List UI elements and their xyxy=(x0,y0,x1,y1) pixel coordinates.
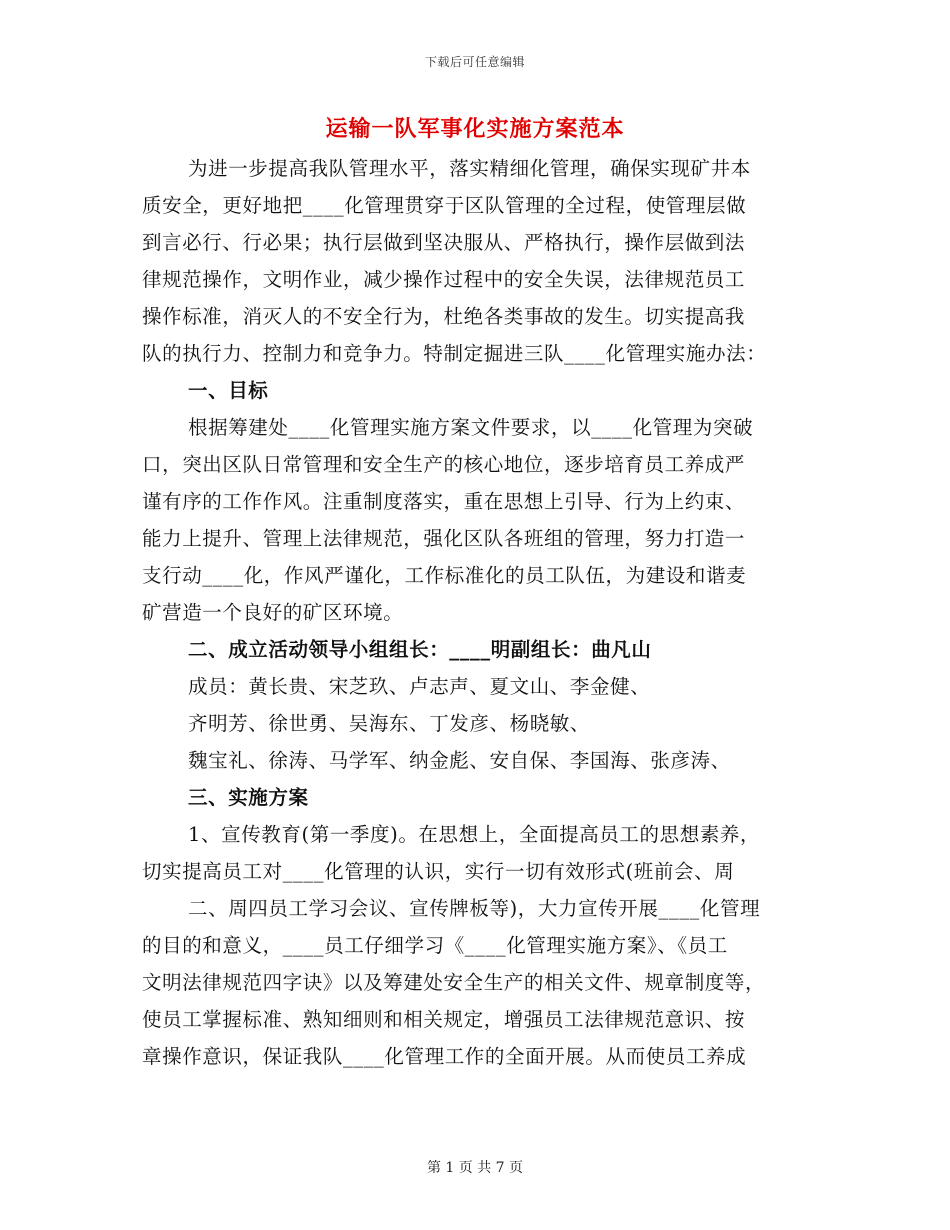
document-body xyxy=(142,150,812,1075)
paragraph-line: 章操作意识，保证我队____化管理工作的全面开展。从而使员工养成 xyxy=(142,1045,747,1068)
paragraph-line: 1、宣传教育(第一季度)。在思想上，全面提高员工的思想素养， xyxy=(188,823,761,846)
paragraph-line: 质安全，更好地把____化管理贯穿于区队管理的全过程，使管理层做 xyxy=(142,194,747,217)
paragraph-line: 能力上提升、管理上法律规范，强化区队各班组的管理，努力打造一 xyxy=(142,527,746,550)
paragraph-line: 切实提高员工对____化管理的认识，实行一切有效形式(班前会、周 xyxy=(142,860,735,883)
paragraph-line: 队的执行力、控制力和竞争力。特制定掘进三队____化管理实施办法： xyxy=(142,342,767,365)
members-line: 魏宝礼、徐涛、马学军、纳金彪、安自保、李国海、张彦涛、 xyxy=(188,749,731,772)
members-line: 齐明芳、徐世勇、吴海东、丁发彦、杨晓敏、 xyxy=(188,712,591,735)
members-line: 成员：黄长贵、宋芝玖、卢志声、夏文山、李金健、 xyxy=(188,675,651,698)
section-heading-goal: 一、目标 xyxy=(188,379,269,402)
paragraph-line: 的目的和意义，____员工仔细学习《____化管理实施方案》、《员工 xyxy=(142,934,728,957)
paragraph-line: 根据筹建处____化管理实施方案文件要求，以____化管理为突破 xyxy=(188,416,754,439)
paragraph-line: 律规范操作，文明作业，减少操作过程中的安全失误，法律规范员工 xyxy=(142,268,746,291)
paragraph-line: 谨有序的工作作风。注重制度落实，重在思想上引导、行为上约束、 xyxy=(142,490,746,513)
page-header-note: 下载后可任意编辑 xyxy=(424,55,525,69)
paragraph-line: 为进一步提高我队管理水平，落实精细化管理，确保实现矿井本 xyxy=(188,157,751,180)
paragraph-line: 操作标准，消灭人的不安全行为，杜绝各类事故的发生。切实提高我 xyxy=(142,305,746,328)
paragraph-line: 支行动____化，作风严谨化，工作标准化的员工队伍，为建设和谐麦 xyxy=(142,564,747,587)
paragraph-line: 文明法律规范四字诀》以及筹建处安全生产的相关文件、规章制度等， xyxy=(142,971,766,994)
page-number-footer: 第 1 页 共 7 页 xyxy=(426,1160,524,1176)
paragraph-line: 到言必行、行必果；执行层做到坚决服从、严格执行，操作层做到法 xyxy=(142,231,746,254)
paragraph-line: 二、周四员工学习会议、宣传牌板等)，大力宣传开展____化管理 xyxy=(188,897,761,920)
paragraph-line: 矿营造一个良好的矿区环境。 xyxy=(142,601,404,624)
section-heading-leadership: 二、成立活动领导小组组长：____明副组长：曲凡山 xyxy=(188,638,652,661)
document-title: 运输一队军事化实施方案范本 xyxy=(325,116,625,142)
paragraph-line: 使员工掌握标准、熟知细则和相关规定，增强员工法律规范意识、按 xyxy=(142,1008,746,1031)
section-heading-plan: 三、实施方案 xyxy=(188,786,309,809)
paragraph-line: 口，突出区队日常管理和安全生产的核心地位，逐步培育员工养成严 xyxy=(142,453,746,476)
